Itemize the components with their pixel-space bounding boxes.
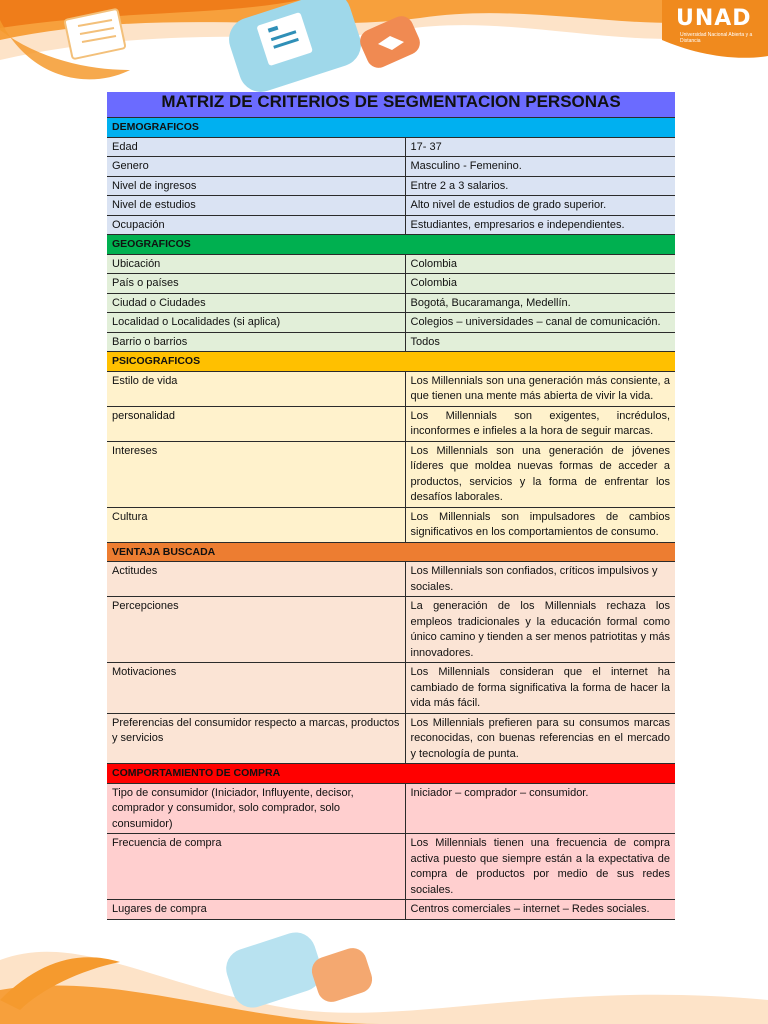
table-row	[107, 215, 675, 235]
value-cell: Los Millennials son confiados, críticos impulsivos y sociales.	[405, 562, 675, 597]
criterion-cell: Percepciones	[107, 597, 405, 663]
criterion-cell: País o países	[107, 274, 405, 294]
value-cell: Todos	[405, 332, 675, 352]
value-cell: Alto nivel de estudios de grado superior.	[405, 196, 675, 216]
value-cell: Los Millennials tienen una frecuencia de compra activa puesto que siempre están a la expectativa de compra de productos por medio de sus redes sociales.	[405, 834, 675, 900]
criterion-cell: Cultura	[107, 507, 405, 542]
value-cell: La generación de los Millennials rechaza los empleos tradicionales y la educación formal como único camino y tienden a ser menos patriotitas y más innovadores.	[405, 597, 675, 663]
matrix-title: MATRIZ DE CRITERIOS DE SEGMENTACION PERSONAS	[107, 92, 675, 118]
section-header-ventaja-buscada: VENTAJA BUSCADA	[107, 542, 675, 562]
criterion-cell: Ciudad o Ciudades	[107, 293, 405, 313]
value-cell: Centros comerciales – internet – Redes sociales.	[405, 900, 675, 920]
table-row	[107, 254, 675, 274]
criterion-cell: Barrio o barrios	[107, 332, 405, 352]
criterion-cell: Estilo de vida	[107, 371, 405, 406]
criterion-cell: personalidad	[107, 406, 405, 441]
segmentation-matrix	[107, 92, 675, 920]
table-row	[107, 293, 675, 313]
value-cell: Iniciador – comprador – consumidor.	[405, 783, 675, 834]
table-row	[107, 274, 675, 294]
table-row	[107, 713, 675, 764]
value-cell: Los Millennials consideran que el internet ha cambiado de forma significativa la forma de hacer la vida más fácil.	[405, 663, 675, 714]
section-header-comportamiento-de-compra: COMPORTAMIENTO DE COMPRA	[107, 764, 675, 784]
table-row	[107, 834, 675, 900]
table-row	[107, 371, 675, 406]
section-header-geograficos: GEOGRAFICOS	[107, 235, 675, 255]
bottom-orange-shape	[308, 944, 375, 1005]
value-cell: Entre 2 a 3 salarios.	[405, 176, 675, 196]
table-row	[107, 332, 675, 352]
criterion-cell: Genero	[107, 157, 405, 177]
unad-logo	[676, 6, 758, 46]
value-cell: 17- 37	[405, 137, 675, 157]
section-header-psicograficos: PSICOGRAFICOS	[107, 352, 675, 372]
table-row	[107, 783, 675, 834]
criterion-cell: Nivel de ingresos	[107, 176, 405, 196]
value-cell: Colombia	[405, 274, 675, 294]
table-row	[107, 562, 675, 597]
table-row	[107, 313, 675, 333]
bottom-blue-shape	[221, 927, 327, 1012]
table-row	[107, 406, 675, 441]
value-cell: Los Millennials son exigentes, incrédulos, inconformes e infieles a la hora de seguir marcas.	[405, 406, 675, 441]
criterion-cell: Ocupación	[107, 215, 405, 235]
table-row	[107, 597, 675, 663]
value-cell: Colegios – universidades – canal de comunicación.	[405, 313, 675, 333]
value-cell: Estudiantes, empresarios e independientes.	[405, 215, 675, 235]
criterion-cell: Actitudes	[107, 562, 405, 597]
value-cell: Los Millennials prefieren para su consumos marcas reconocidas, con buenas referencias en el mercado y tecnología de punta.	[405, 713, 675, 764]
value-cell: Los Millennials son impulsadores de cambios significativos en los comportamientos de consumo.	[405, 507, 675, 542]
criterion-cell: Lugares de compra	[107, 900, 405, 920]
criterion-cell: Intereses	[107, 441, 405, 507]
table-row	[107, 137, 675, 157]
logo-wordmark: UNAD	[676, 6, 752, 31]
criterion-cell: Nivel de estudios	[107, 196, 405, 216]
value-cell: Bogotá, Bucaramanga, Medellín.	[405, 293, 675, 313]
table-row	[107, 900, 675, 920]
criterion-cell: Preferencias del consumidor respecto a marcas, productos y servicios	[107, 713, 405, 764]
table-row	[107, 663, 675, 714]
table-row	[107, 157, 675, 177]
table-row	[107, 196, 675, 216]
value-cell: Los Millennials son una generación más consiente, a que tienen una mente más abierta de vivir la vida.	[405, 371, 675, 406]
value-cell: Los Millennials son una generación de jóvenes líderes que moldea nuevas formas de acceder a productos, servicios y la forma de enfrentar los desafíos laborales.	[405, 441, 675, 507]
criterion-cell: Frecuencia de compra	[107, 834, 405, 900]
criterion-cell: Motivaciones	[107, 663, 405, 714]
value-cell: Masculino - Femenino.	[405, 157, 675, 177]
criterion-cell: Ubicación	[107, 254, 405, 274]
table-row	[107, 507, 675, 542]
section-header-demograficos: DEMOGRAFICOS	[107, 118, 675, 138]
value-cell: Colombia	[405, 254, 675, 274]
table-row	[107, 176, 675, 196]
criterion-cell: Tipo de consumidor (Iniciador, Influyente, decisor, comprador y consumidor, solo comprador, solo consumidor)	[107, 783, 405, 834]
criterion-cell: Localidad o Localidades (si aplica)	[107, 313, 405, 333]
table-row	[107, 441, 675, 507]
criterion-cell: Edad	[107, 137, 405, 157]
logo-subtitle: Universidad Nacional Abierta y a Distancia	[680, 32, 753, 44]
